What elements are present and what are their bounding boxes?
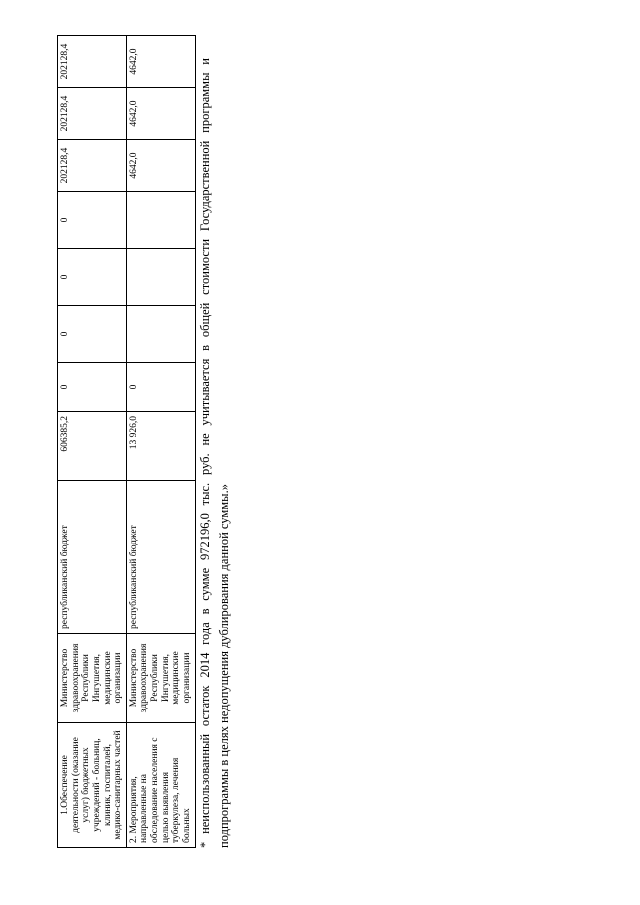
activity-cell: 1.Обеспечение деятельности (оказание услуг) бюджетных учреждений - больниц, клиник, госпиталей, медико-санитарных частей (58, 723, 127, 848)
value-cell: 0 (58, 192, 127, 249)
funding-source-cell: республиканский бюджет (126, 481, 195, 634)
value-cell: 0 (58, 363, 127, 412)
executor-cell: Министерство здравоохранения Республики Ингушетия, медицинские организации (126, 634, 195, 723)
value-cell: 4642,0 (126, 88, 195, 140)
table-row (126, 36, 195, 848)
activity-cell: 2. Мероприятия, направленные на обследование населения с целью выявления туберкулеза, лечения больных (126, 723, 195, 848)
value-cell: 0 (58, 306, 127, 363)
value-cell: 0 (58, 249, 127, 306)
total-cell: 13 926,0 (126, 412, 195, 481)
value-cell (126, 306, 195, 363)
executor-cell: Министерство здравоохранения Республики Ингушетия, медицинские организации (58, 634, 127, 723)
value-cell: 202128,4 (58, 88, 127, 140)
value-cell: 4642,0 (126, 36, 195, 88)
value-cell (126, 192, 195, 249)
value-cell: 202128,4 (58, 140, 127, 192)
value-cell: 4642,0 (126, 140, 195, 192)
budget-table (57, 35, 196, 848)
funding-source-cell: республиканский бюджет (58, 481, 127, 634)
value-cell (126, 249, 195, 306)
table-row (58, 36, 127, 848)
value-cell: 0 (126, 363, 195, 412)
total-cell: 606385,2 (58, 412, 127, 481)
footnote: * неиспользованный остаток 2014 года в сумме 972196,0 тыс. руб. не учитывается в общей стоимости Государственной программы и подпрограммы в целях недопущения дублирования данной суммы.» (198, 58, 232, 848)
value-cell: 202128,4 (58, 36, 127, 88)
